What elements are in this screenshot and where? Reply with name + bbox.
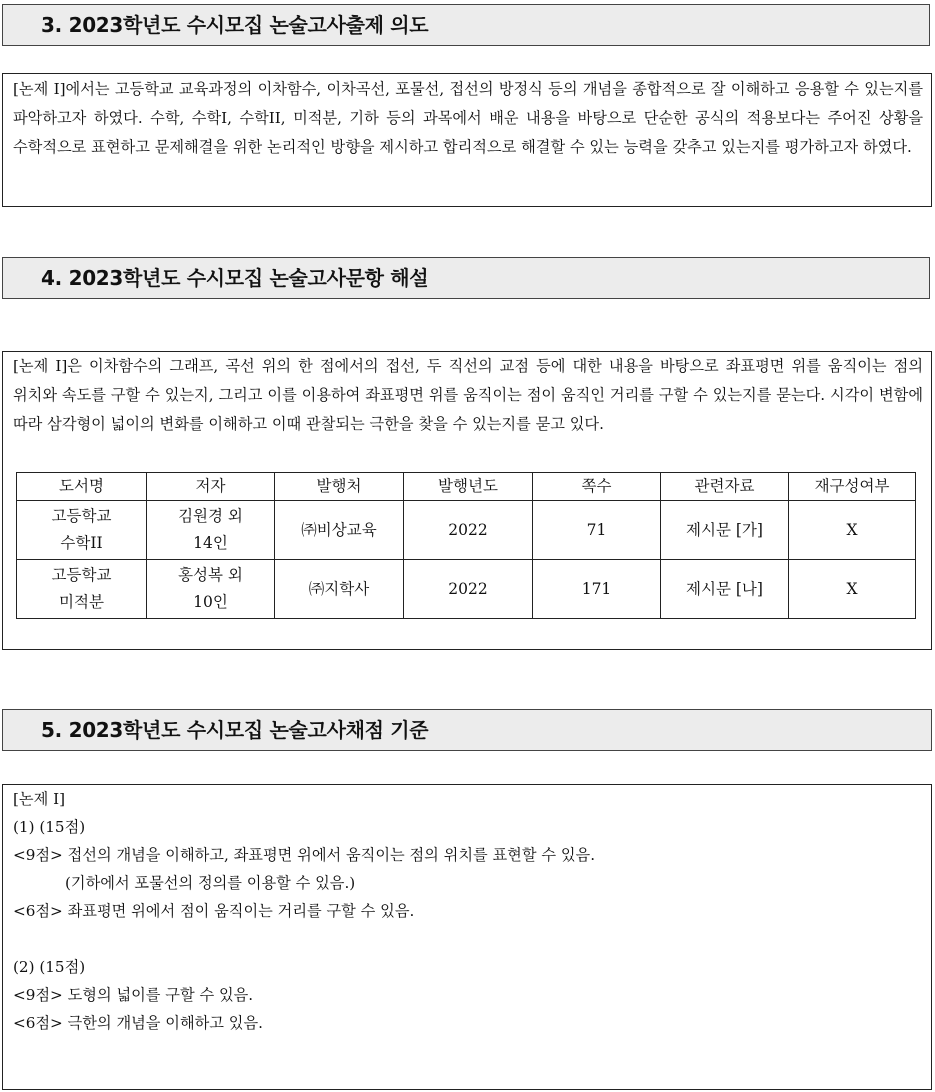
cell-author	[147, 560, 275, 619]
criteria-topic: [논제 I]	[13, 790, 66, 808]
table-row	[17, 501, 916, 560]
cell-material: 제시문 [가]	[661, 501, 789, 560]
book-line-1: 고등학교	[51, 507, 112, 525]
book-line-2: 수학II	[60, 534, 103, 552]
cell-pages: 171	[533, 560, 661, 619]
cell-restructured: X	[789, 501, 916, 560]
header-author: 저자	[147, 473, 275, 501]
criteria-item: <9점> 접선의 개념을 이해하고, 좌표평면 위에서 움직이는 점의 위치를 표현할 수 있음.	[13, 846, 596, 864]
header-publisher: 발행처	[275, 473, 404, 501]
criteria-item: <6점> 좌표평면 위에서 점이 움직이는 거리를 구할 수 있음.	[13, 902, 415, 920]
cell-year: 2022	[404, 501, 533, 560]
book-line-1: 고등학교	[51, 566, 112, 584]
section-4-box	[2, 351, 932, 650]
author-line-1: 김원경 외	[178, 507, 243, 525]
header-book: 도서명	[17, 473, 147, 501]
reference-table	[16, 472, 916, 619]
cell-author	[147, 501, 275, 560]
criteria-part-2: (2) (15점)	[13, 958, 86, 976]
header-year: 발행년도	[404, 473, 533, 501]
section-4-paragraph: [논제 I]은 이차함수의 그래프, 곡선 위의 한 점에서의 접선, 두 직선의 교점 등에 대한 내용을 바탕으로 좌표평면 위를 움직이는 점의 위치와 속도를 구할 수 있는지, 그리고 이를 이용하여 좌표평면 위를 움직이는 점이 움직인 거리를 구할 수 있는지를 묻는다. 시각이 변함에 따라 삼각형이 넓이의 변화를 이해하고 이때 관찰되는 극한을 찾을 수 있는지를 묻고 있다.	[13, 357, 923, 433]
cell-book	[17, 501, 147, 560]
cell-year: 2022	[404, 560, 533, 619]
author-line-2: 14인	[193, 534, 228, 552]
criteria-item: <9점> 도형의 넓이를 구할 수 있음.	[13, 986, 254, 1004]
cell-publisher: ㈜지학사	[275, 560, 404, 619]
section-3-paragraph: [논제 I]에서는 고등학교 교육과정의 이차함수, 이차곡선, 포물선, 접선의 방정식 등의 개념을 종합적으로 잘 이해하고 응용할 수 있는지를 파악하고자 하였다. 수학, 수학I, 수학II, 미적분, 기하 등의 과목에서 배운 내용을 바탕으로 단순한 공식의 적용보다는 주어진 상황을 수학적으로 표현하고 문제해결을 위한 논리적인 방향을 제시하고 합리적으로 해결할 수 있는 능력을 갖추고 있는지를 평가하고자 하였다.	[13, 80, 923, 156]
section-3-box	[2, 73, 932, 207]
table-row	[17, 560, 916, 619]
cell-material: 제시문 [나]	[661, 560, 789, 619]
table-header-row	[17, 473, 916, 501]
section-5-heading: 5. 2023학년도 수시모집 논술고사채점 기준	[2, 709, 932, 751]
criteria-part-1: (1) (15점)	[13, 818, 86, 836]
author-line-1: 홍성복 외	[178, 566, 243, 584]
criteria-note: (기하에서 포물선의 정의를 이용할 수 있음.)	[65, 874, 356, 892]
cell-restructured: X	[789, 560, 916, 619]
header-restructured: 재구성여부	[789, 473, 916, 501]
criteria-item: <6점> 극한의 개념을 이해하고 있음.	[13, 1014, 263, 1032]
section-5-box	[2, 784, 932, 1090]
header-pages: 쪽수	[533, 473, 661, 501]
section-4-heading: 4. 2023학년도 수시모집 논술고사문항 해설	[2, 257, 930, 299]
cell-publisher: ㈜비상교육	[275, 501, 404, 560]
section-3-heading: 3. 2023학년도 수시모집 논술고사출제 의도	[2, 4, 930, 46]
author-line-2: 10인	[193, 593, 228, 611]
cell-pages: 71	[533, 501, 661, 560]
header-material: 관련자료	[661, 473, 789, 501]
cell-book	[17, 560, 147, 619]
book-line-2: 미적분	[59, 593, 104, 611]
